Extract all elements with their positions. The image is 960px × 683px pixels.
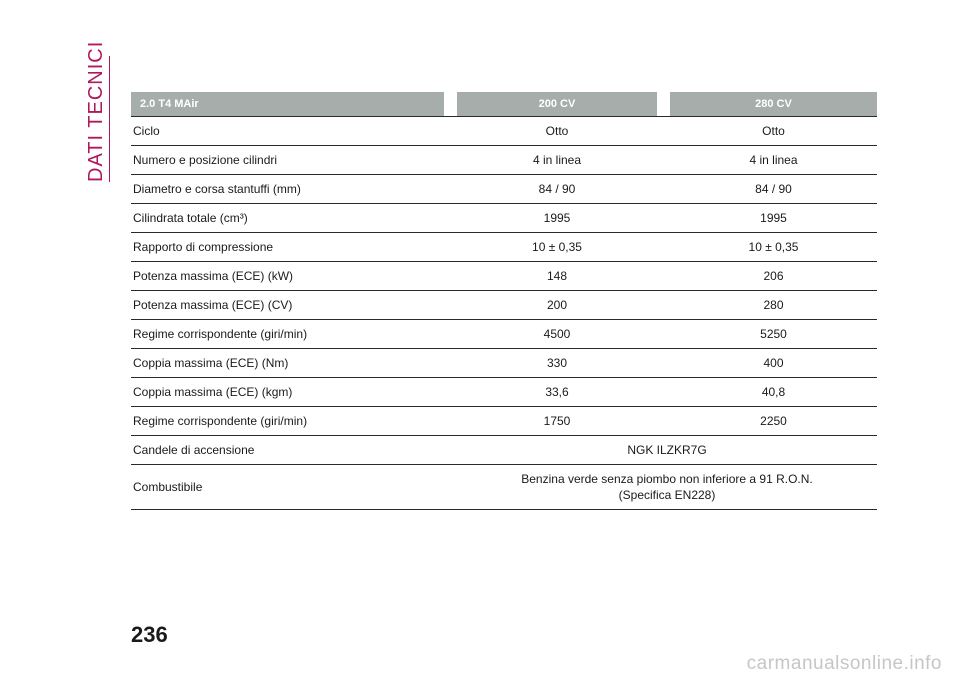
section-title-rule — [109, 56, 110, 182]
row-label: Coppia massima (ECE) (kgm) — [133, 385, 293, 399]
row-label: Rapporto di compressione — [133, 240, 274, 254]
value-280cv: 2250 — [760, 414, 787, 428]
value-280cv: 4 in linea — [749, 153, 798, 167]
spec-table — [131, 92, 877, 510]
value-280cv: 84 / 90 — [755, 182, 792, 196]
row-label: Regime corrispondente (giri/min) — [133, 327, 308, 341]
value-200cv: 4500 — [543, 327, 571, 341]
section-title — [84, 40, 108, 182]
value-280cv: 206 — [763, 269, 784, 283]
row-label: Regime corrispondente (giri/min) — [133, 414, 308, 428]
section-title-text: DATI TECNICI — [85, 40, 107, 182]
value-shared: NGK ILZKR7G — [627, 443, 707, 457]
row-label: Ciclo — [133, 124, 160, 138]
table-row — [131, 349, 877, 378]
value-200cv: 84 / 90 — [538, 182, 576, 196]
value-200cv: 1750 — [543, 414, 571, 428]
table-row — [131, 175, 877, 204]
row-label: Coppia massima (ECE) (Nm) — [133, 356, 289, 370]
value-280cv: 5250 — [760, 327, 787, 341]
table-row — [131, 233, 877, 262]
value-280cv: 280 — [763, 298, 784, 312]
value-200cv: 33,6 — [545, 385, 569, 399]
fuel-line-2: (Specifica EN228) — [618, 488, 716, 502]
page-number: 236 — [131, 622, 168, 647]
table-row-fuel — [131, 465, 877, 510]
value-200cv: 200 — [546, 298, 568, 312]
table-row — [131, 378, 877, 407]
row-label: Potenza massima (ECE) (kW) — [133, 269, 294, 283]
row-label: Numero e posizione cilindri — [133, 153, 278, 167]
value-280cv: Otto — [762, 124, 785, 138]
row-label: Candele di accensione — [133, 443, 255, 457]
value-200cv: 148 — [546, 269, 568, 283]
row-label: Potenza massima (ECE) (CV) — [133, 298, 293, 312]
row-label: Cilindrata totale (cm³) — [133, 211, 248, 225]
table-row — [131, 291, 877, 320]
table-row — [131, 407, 877, 436]
value-200cv: 4 in linea — [532, 153, 582, 167]
header-280cv: 280 CV — [670, 92, 877, 116]
table-row — [131, 204, 877, 233]
table-row — [131, 146, 877, 175]
value-200cv: 330 — [546, 356, 568, 370]
value-200cv: 1995 — [543, 211, 571, 225]
watermark: carmanualsonline.info — [746, 653, 942, 674]
table-row-spark-plugs — [131, 436, 877, 465]
value-280cv: 10 ± 0,35 — [748, 240, 799, 254]
table-row — [131, 320, 877, 349]
value-shared — [457, 471, 877, 503]
table-row — [131, 117, 877, 146]
value-280cv: 1995 — [760, 211, 787, 225]
value-280cv: 400 — [763, 356, 784, 370]
table-header — [131, 92, 877, 117]
header-200cv: 200 CV — [457, 92, 657, 116]
header-engine: 2.0 T4 MAir — [131, 92, 444, 116]
value-200cv: 10 ± 0,35 — [532, 240, 582, 254]
value-280cv: 40,8 — [761, 385, 786, 399]
row-label: Combustibile — [133, 480, 203, 494]
fuel-line-1: Benzina verde senza piombo non inferiore a 91 R.O.N. — [521, 472, 813, 486]
table-row — [131, 262, 877, 291]
value-200cv: Otto — [545, 124, 569, 138]
row-label: Diametro e corsa stantuffi (mm) — [133, 182, 301, 196]
